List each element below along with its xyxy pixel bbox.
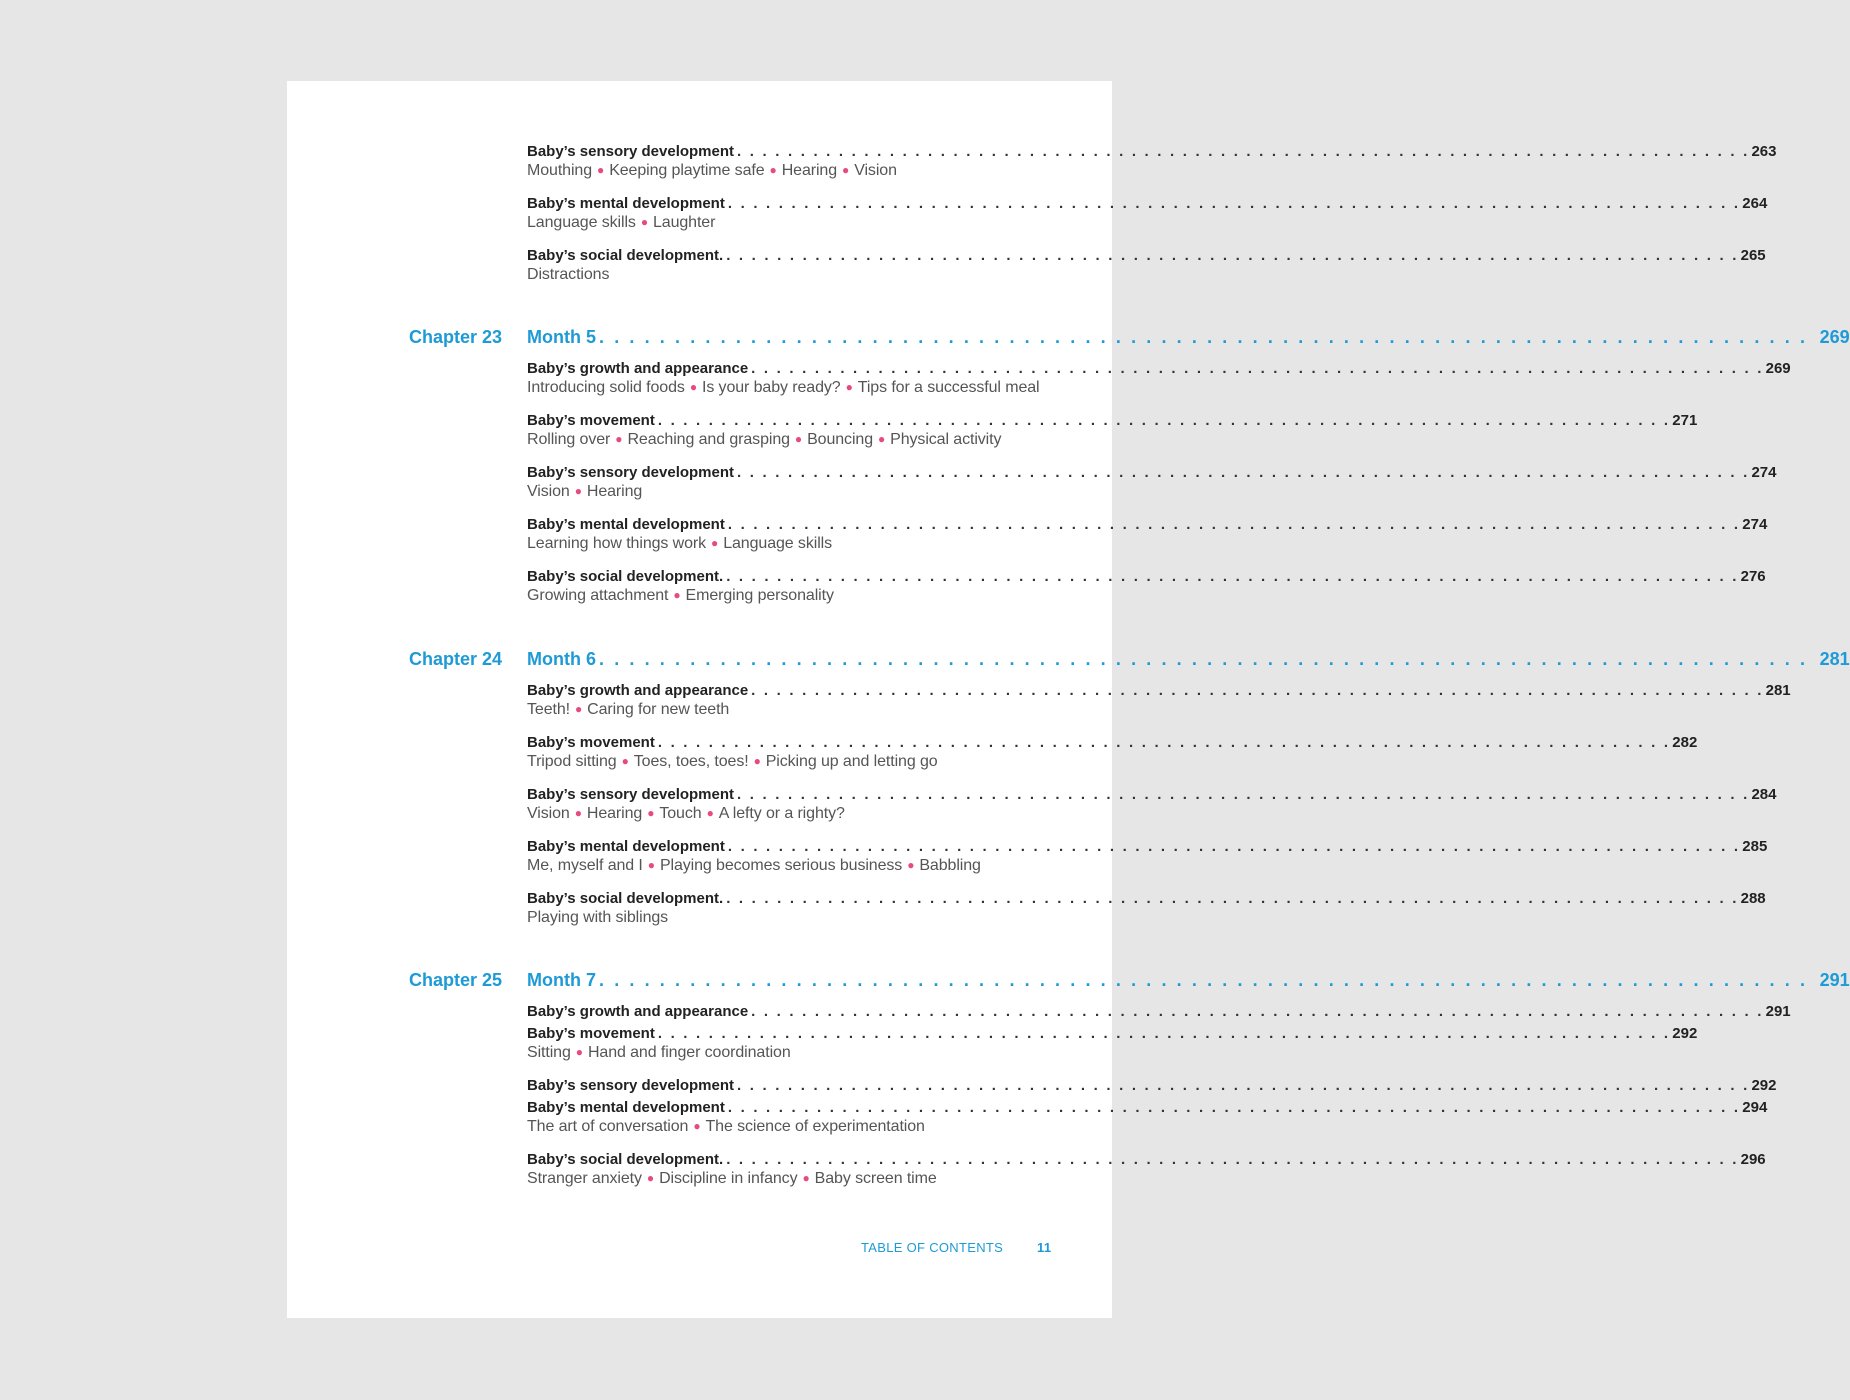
toc-entry-page-number: 285 (1742, 838, 1768, 855)
chapter-heading (287, 648, 1850, 682)
toc-entry[interactable] (527, 464, 1777, 502)
toc-subtopic: Picking up and letting go (765, 753, 938, 770)
toc-subtopics (527, 213, 1050, 233)
toc-entry[interactable] (527, 412, 1698, 450)
toc-subtopic: Sitting (527, 1044, 571, 1061)
toc-entry-title: Baby’s mental development (527, 195, 725, 212)
toc-entry-line (527, 360, 1791, 378)
pink-bullet-icon: ● (689, 380, 697, 394)
toc-entry[interactable] (527, 516, 1768, 554)
toc-entry-line (527, 464, 1777, 482)
toc-subtopic: Hearing (781, 162, 838, 179)
toc-entry-line (527, 195, 1768, 213)
chapter-title: Month 7 (527, 970, 596, 990)
toc-subtopics (527, 908, 1050, 927)
toc-entry-line (527, 734, 1698, 752)
toc-subtopic: Rolling over (527, 431, 611, 448)
toc-subtopics (527, 265, 1050, 284)
toc-entry-title: Baby’s movement (527, 1025, 655, 1042)
pink-bullet-icon: ● (753, 754, 761, 768)
toc-entry[interactable] (527, 786, 1777, 824)
pink-bullet-icon: ● (907, 858, 915, 872)
toc-entry[interactable] (527, 568, 1766, 606)
toc-entry-line (527, 838, 1768, 856)
toc-subtopics (527, 752, 1050, 772)
dot-leader: . . . . . . . . . . . . . . . . . . . . . . . . . . . . . . . . . . . . . . . . . . . . . . . . . . . . . . . . . . . . . . . . . . . . . . . . . . . . . . . . (599, 327, 1808, 347)
toc-entry-title: Baby’s movement (527, 412, 655, 429)
chapter-section (287, 648, 1850, 927)
pink-bullet-icon: ● (647, 806, 655, 820)
pink-bullet-icon: ● (706, 806, 714, 820)
toc-entry-page-number: 292 (1751, 1077, 1777, 1094)
chapter-section (287, 143, 1777, 284)
toc-subtopic: Hearing (586, 483, 643, 500)
toc-entry-line (527, 1003, 1791, 1021)
toc-entry-title: Baby’s growth and appearance (527, 1003, 749, 1020)
toc-subtopic: Playing with siblings (527, 909, 669, 926)
pink-bullet-icon: ● (673, 588, 681, 602)
toc-entry-page-number: 284 (1751, 786, 1777, 803)
dot-leader: . . . . . . . . . . . . . . . . . . . . . . . . . . . . . . . . . . . . . . . . . . . . . . . . . . . . . . . . . . . . . . . . . . . . . . . . . . . . . . . . (726, 890, 1739, 907)
toc-subtopic: Emerging personality (685, 587, 834, 604)
chapter-section (287, 969, 1850, 1189)
toc-entry-page-number: 294 (1742, 1099, 1768, 1116)
toc-subtopic: Playing becomes serious business (659, 857, 903, 874)
chapter-title: Month 5 (527, 327, 596, 347)
toc-subtopic: Teeth! (527, 701, 570, 718)
toc-subtopic: Language skills (527, 214, 636, 231)
toc-entry-page-number: 271 (1672, 412, 1698, 429)
toc-entry-line (527, 143, 1777, 161)
book-page (287, 81, 1850, 1318)
pink-bullet-icon: ● (621, 754, 629, 768)
dot-leader: . . . . . . . . . . . . . . . . . . . . . . . . . . . . . . . . . . . . . . . . . . . . . . . . . . . . . . . . . . . . . . . . . . . . . . . . . . . . . . . . (751, 1003, 1764, 1020)
pink-bullet-icon: ● (575, 702, 583, 716)
toc-entry[interactable] (527, 1077, 1777, 1095)
toc-entry-page-number: 282 (1672, 734, 1698, 751)
page-footer (861, 1240, 1051, 1255)
toc-subtopic: Toes, toes, toes! (633, 753, 749, 770)
toc-subtopic: Hearing (586, 805, 643, 822)
toc-entry-page-number: 288 (1740, 890, 1766, 907)
toc-entry-line (527, 890, 1766, 908)
toc-entry-line (527, 568, 1766, 586)
toc-subtopic: Is your baby ready? (701, 379, 841, 396)
dot-leader: . . . . . . . . . . . . . . . . . . . . . . . . . . . . . . . . . . . . . . . . . . . . . . . . . . . . . . . . . . . . . . . . . . . . . . . . . . . . . . . . (737, 786, 1750, 803)
toc-subtopic: A lefty or a righty? (718, 805, 845, 822)
chapter-page-number: 269 (1819, 327, 1850, 347)
pink-bullet-icon: ● (711, 536, 719, 550)
dot-leader: . . . . . . . . . . . . . . . . . . . . . . . . . . . . . . . . . . . . . . . . . . . . . . . . . . . . . . . . . . . . . . . . . . . . . . . . . . . . . . . . (726, 247, 1739, 264)
toc-subtopics (527, 482, 1050, 502)
footer-page-number: 11 (1037, 1240, 1052, 1255)
toc-subtopic: Touch (659, 805, 702, 822)
toc-entry-line (527, 1025, 1698, 1043)
chapter-title: Month 6 (527, 649, 596, 669)
toc-subtopic: Baby screen time (814, 1170, 937, 1187)
pink-bullet-icon: ● (646, 1171, 655, 1185)
toc-entry[interactable] (527, 360, 1791, 398)
toc-entry[interactable] (527, 247, 1766, 284)
chapter-title-row[interactable] (527, 326, 1850, 348)
toc-entry-line (527, 1151, 1766, 1169)
toc-entry[interactable] (527, 143, 1777, 181)
toc-subtopics (527, 1169, 1050, 1189)
toc-entry-line (527, 682, 1791, 700)
toc-entry-page-number: 274 (1751, 464, 1777, 481)
dot-leader: . . . . . . . . . . . . . . . . . . . . . . . . . . . . . . . . . . . . . . . . . . . . . . . . . . . . . . . . . . . . . . . . . . . . . . . . . . . . . . . . (657, 734, 1671, 751)
chapter-heading (287, 969, 1850, 1003)
toc-subtopic: Introducing solid foods (527, 379, 685, 396)
pink-bullet-icon: ● (597, 163, 605, 177)
toc-entry-title: Baby’s mental development (527, 1099, 725, 1116)
toc-entry[interactable] (527, 734, 1698, 772)
toc-subtopic: Tripod sitting (527, 753, 617, 770)
toc-subtopic: Me, myself and I (527, 857, 643, 874)
toc-entry-page-number: 264 (1742, 195, 1768, 212)
toc-entry-title: Baby’s growth and appearance (527, 360, 749, 377)
chapter-section (287, 326, 1850, 606)
toc-subtopic: Laughter (652, 214, 716, 231)
toc-subtopic: Language skills (723, 535, 833, 552)
chapter-label: Chapter 24 (409, 649, 503, 669)
dot-leader: . . . . . . . . . . . . . . . . . . . . . . . . . . . . . . . . . . . . . . . . . . . . . . . . . . . . . . . . . . . . . . . . . . . . . . . . . . . . . . . . (727, 838, 1741, 855)
toc-subtopic: Growing attachment (527, 587, 669, 604)
toc-entry-title: Baby’s mental development (527, 838, 725, 855)
dot-leader: . . . . . . . . . . . . . . . . . . . . . . . . . . . . . . . . . . . . . . . . . . . . . . . . . . . . . . . . . . . . . . . . . . . . . . . . . . . . . . . . (751, 682, 1764, 699)
chapter-title-row[interactable] (527, 969, 1850, 991)
dot-leader: . . . . . . . . . . . . . . . . . . . . . . . . . . . . . . . . . . . . . . . . . . . . . . . . . . . . . . . . . . . . . . . . . . . . . . . . . . . . . . . . (737, 464, 1750, 481)
toc-entry-title: Baby’s mental development (527, 516, 725, 533)
dot-leader: . . . . . . . . . . . . . . . . . . . . . . . . . . . . . . . . . . . . . . . . . . . . . . . . . . . . . . . . . . . . . . . . . . . . . . . . . . . . . . . . (751, 360, 1764, 377)
toc-subtopic: Bouncing (807, 431, 873, 448)
pink-bullet-icon: ● (878, 432, 886, 446)
toc-entry-title: Baby’s movement (527, 734, 655, 751)
dot-leader: . . . . . . . . . . . . . . . . . . . . . . . . . . . . . . . . . . . . . . . . . . . . . . . . . . . . . . . . . . . . . . . . . . . . . . . . . . . . . . . . (726, 1151, 1739, 1168)
toc-entry-page-number: 276 (1740, 568, 1766, 585)
pink-bullet-icon: ● (640, 215, 648, 229)
toc-subtopic: Hand and finger coordination (587, 1044, 791, 1061)
pink-bullet-icon: ● (647, 858, 655, 872)
toc-subtopic: The science of experimentation (705, 1118, 925, 1135)
toc-entry-page-number: 274 (1742, 516, 1768, 533)
toc-subtopics (527, 586, 1050, 606)
dot-leader: . . . . . . . . . . . . . . . . . . . . . . . . . . . . . . . . . . . . . . . . . . . . . . . . . . . . . . . . . . . . . . . . . . . . . . . . . . . . . . . . (737, 1077, 1750, 1094)
toc-entry-page-number: 269 (1765, 360, 1791, 377)
toc-entry-title: Baby’s sensory development (527, 143, 735, 160)
toc-subtopics (527, 378, 1050, 398)
chapter-page-number: 281 (1819, 649, 1850, 669)
pink-bullet-icon: ● (842, 163, 850, 177)
toc-subtopic: Mouthing (527, 162, 593, 179)
pink-bullet-icon: ● (794, 432, 803, 446)
pink-bullet-icon: ● (802, 1171, 810, 1185)
toc-subtopics (527, 1043, 1050, 1063)
toc-entry-page-number: 265 (1740, 247, 1766, 264)
dot-leader: . . . . . . . . . . . . . . . . . . . . . . . . . . . . . . . . . . . . . . . . . . . . . . . . . . . . . . . . . . . . . . . . . . . . . . . . . . . . . . . . (737, 143, 1750, 160)
toc-entry[interactable] (527, 1003, 1791, 1021)
toc-entry-title: Baby’s sensory development (527, 786, 735, 803)
toc-subtopic: The art of conversation (527, 1118, 689, 1135)
toc-entry[interactable] (527, 838, 1768, 876)
toc-subtopic: Babbling (919, 857, 981, 874)
toc-entry[interactable] (527, 682, 1791, 720)
toc-subtopic: Caring for new teeth (587, 701, 730, 718)
dot-leader: . . . . . . . . . . . . . . . . . . . . . . . . . . . . . . . . . . . . . . . . . . . . . . . . . . . . . . . . . . . . . . . . . . . . . . . . . . . . . . . . (657, 1025, 1671, 1042)
dot-leader: . . . . . . . . . . . . . . . . . . . . . . . . . . . . . . . . . . . . . . . . . . . . . . . . . . . . . . . . . . . . . . . . . . . . . . . . . . . . . . . . (599, 649, 1808, 669)
toc-entry-line (527, 1077, 1777, 1095)
chapter-title-row[interactable] (527, 648, 1850, 670)
pink-bullet-icon: ● (575, 1045, 583, 1059)
toc-entry-page-number: 296 (1740, 1151, 1766, 1168)
pink-bullet-icon: ● (769, 163, 777, 177)
toc-subtopic: Keeping playtime safe (609, 162, 765, 179)
toc-subtopic: Tips for a successful meal (857, 379, 1040, 396)
toc-entry[interactable] (527, 195, 1768, 233)
toc-entry-line (527, 516, 1768, 534)
toc-entry-line (527, 786, 1777, 804)
dot-leader: . . . . . . . . . . . . . . . . . . . . . . . . . . . . . . . . . . . . . . . . . . . . . . . . . . . . . . . . . . . . . . . . . . . . . . . . . . . . . . . . (727, 516, 1741, 533)
pink-bullet-icon: ● (845, 380, 853, 394)
toc-entry-title: Baby’s social development. (527, 1151, 724, 1168)
toc-subtopics (527, 1117, 1050, 1137)
toc-entry-title: Baby’s growth and appearance (527, 682, 749, 699)
toc-entry-page-number: 292 (1672, 1025, 1698, 1042)
toc-entry-page-number: 291 (1765, 1003, 1791, 1020)
toc-entry-title: Baby’s social development. (527, 568, 724, 585)
toc-entry-line (527, 1099, 1768, 1117)
toc-entry[interactable] (527, 1025, 1698, 1063)
toc-entry-title: Baby’s social development. (527, 890, 724, 907)
toc-entry-title: Baby’s sensory development (527, 1077, 735, 1094)
toc-entry-page-number: 263 (1751, 143, 1777, 160)
toc-entry-page-number: 281 (1765, 682, 1791, 699)
toc-entry[interactable] (527, 1099, 1768, 1137)
dot-leader: . . . . . . . . . . . . . . . . . . . . . . . . . . . . . . . . . . . . . . . . . . . . . . . . . . . . . . . . . . . . . . . . . . . . . . . . . . . . . . . . (727, 195, 1741, 212)
toc-subtopic: Reaching and grasping (627, 431, 790, 448)
dot-leader: . . . . . . . . . . . . . . . . . . . . . . . . . . . . . . . . . . . . . . . . . . . . . . . . . . . . . . . . . . . . . . . . . . . . . . . . . . . . . . . . (599, 970, 1808, 990)
dot-leader: . . . . . . . . . . . . . . . . . . . . . . . . . . . . . . . . . . . . . . . . . . . . . . . . . . . . . . . . . . . . . . . . . . . . . . . . . . . . . . . . (657, 412, 1671, 429)
toc-subtopic: Vision (527, 805, 570, 822)
toc-subtopic: Distractions (527, 266, 610, 283)
toc-entry-line (527, 412, 1698, 430)
chapter-label: Chapter 23 (409, 327, 503, 347)
toc-entry-line (527, 247, 1766, 265)
pink-bullet-icon: ● (574, 806, 582, 820)
toc-subtopic: Vision (854, 162, 897, 179)
toc-subtopics (527, 430, 1050, 450)
toc-subtopics (527, 534, 1050, 554)
table-of-contents (287, 143, 1850, 1203)
toc-entry-title: Baby’s social development. (527, 247, 724, 264)
dot-leader: . . . . . . . . . . . . . . . . . . . . . . . . . . . . . . . . . . . . . . . . . . . . . . . . . . . . . . . . . . . . . . . . . . . . . . . . . . . . . . . . (727, 1099, 1741, 1116)
toc-subtopics (527, 804, 1050, 824)
pink-bullet-icon: ● (615, 432, 623, 446)
toc-subtopics (527, 856, 1050, 876)
toc-subtopic: Physical activity (890, 431, 1002, 448)
toc-subtopic: Learning how things work (527, 535, 707, 552)
toc-entry-title: Baby’s sensory development (527, 464, 735, 481)
toc-subtopics (527, 700, 1050, 720)
toc-subtopic: Stranger anxiety (527, 1170, 642, 1187)
chapter-page-number: 291 (1819, 970, 1850, 990)
pink-bullet-icon: ● (574, 484, 582, 498)
toc-entry[interactable] (527, 890, 1766, 927)
dot-leader: . . . . . . . . . . . . . . . . . . . . . . . . . . . . . . . . . . . . . . . . . . . . . . . . . . . . . . . . . . . . . . . . . . . . . . . . . . . . . . . . (726, 568, 1739, 585)
chapter-label: Chapter 25 (409, 970, 503, 990)
chapter-heading (287, 326, 1850, 360)
toc-subtopic: Discipline in infancy (659, 1170, 798, 1187)
toc-entry[interactable] (527, 1151, 1766, 1189)
toc-subtopics (527, 161, 1050, 181)
footer-section-label: TABLE OF CONTENTS (861, 1240, 1004, 1255)
toc-subtopic: Vision (527, 483, 570, 500)
pink-bullet-icon: ● (693, 1119, 701, 1133)
